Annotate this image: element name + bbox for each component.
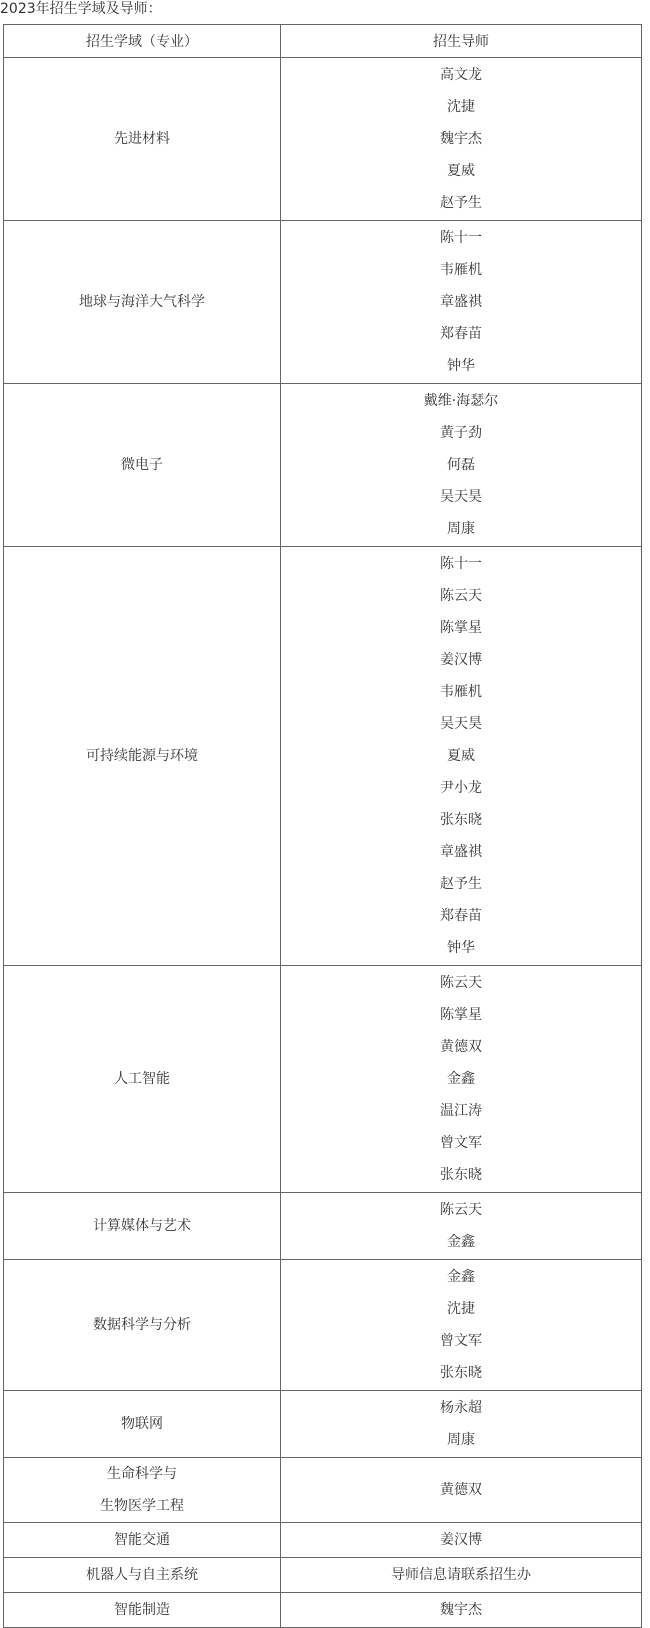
advisor-cell — [281, 1458, 642, 1523]
table-row — [4, 1193, 642, 1260]
advisor-name: 导师信息请联系招生办 — [391, 1567, 531, 1583]
header-advisors: 招生导师 — [281, 25, 642, 58]
table-row — [4, 1391, 642, 1458]
advisor-cell — [281, 1593, 642, 1628]
table-row — [4, 547, 642, 966]
advisor-cell — [281, 221, 642, 384]
field-cell — [4, 1391, 281, 1458]
field-name: 智能制造 — [114, 1602, 170, 1618]
table-row — [4, 966, 642, 1193]
advisor-name: 黄德双 — [440, 1039, 482, 1055]
table-header-row — [4, 25, 642, 58]
field-name: 先进材料 — [114, 131, 170, 147]
field-cell — [4, 1193, 281, 1260]
field-name: 智能交通 — [114, 1532, 170, 1548]
advisor-name: 陈十一 — [440, 556, 482, 572]
advisor-name: 张东晓 — [440, 812, 482, 828]
advisor-list — [281, 1593, 641, 1627]
advisor-cell — [281, 384, 642, 547]
advisor-name: 姜汉博 — [440, 652, 482, 668]
advisor-name: 章盛祺 — [440, 844, 482, 860]
field-cell — [4, 547, 281, 966]
advisor-name: 郑春苗 — [440, 908, 482, 924]
field-cell — [4, 1260, 281, 1391]
field-name: 生命科学与 — [107, 1466, 177, 1482]
advisor-name: 陈云天 — [440, 588, 482, 604]
field-cell — [4, 1558, 281, 1593]
advisor-name: 曾文军 — [440, 1135, 482, 1151]
table-row — [4, 221, 642, 384]
advisor-list — [281, 1260, 641, 1390]
advisor-name: 钟华 — [447, 940, 475, 956]
advisor-name: 夏威 — [447, 163, 475, 179]
advisor-name: 陈云天 — [440, 975, 482, 991]
advisor-name: 黄子劲 — [440, 425, 482, 441]
advisor-name: 金鑫 — [447, 1234, 475, 1250]
table-body — [4, 58, 642, 1628]
advisor-list — [281, 547, 641, 965]
advisor-list — [281, 384, 641, 546]
advisor-list — [281, 58, 641, 220]
field-cell — [4, 966, 281, 1193]
advisor-list — [281, 1558, 641, 1592]
field-name: 人工智能 — [114, 1071, 170, 1087]
advisor-cell — [281, 547, 642, 966]
advisor-name: 高文龙 — [440, 67, 482, 83]
advisor-cell — [281, 966, 642, 1193]
advisor-list — [281, 221, 641, 383]
advisor-name: 曾文军 — [440, 1333, 482, 1349]
page-title: 2023年招生学域及导师： — [0, 1, 162, 17]
advisor-name: 姜汉博 — [440, 1532, 482, 1548]
field-name: 可持续能源与环境 — [86, 748, 198, 764]
advisor-name: 黄德双 — [440, 1482, 482, 1498]
field-cell — [4, 221, 281, 384]
advisor-name: 吴天昊 — [440, 489, 482, 505]
advisor-name: 赵予生 — [440, 195, 482, 211]
advisor-list — [281, 1523, 641, 1557]
table-row — [4, 384, 642, 547]
header-field: 招生学域（专业） — [4, 25, 281, 58]
advisor-name: 陈掌星 — [440, 620, 482, 636]
field-cell — [4, 1523, 281, 1558]
field-cell — [4, 58, 281, 221]
advisor-name: 沈捷 — [447, 1301, 475, 1317]
advisor-name: 温江涛 — [440, 1103, 482, 1119]
advisor-name: 何磊 — [447, 457, 475, 473]
advisor-cell — [281, 1558, 642, 1593]
advisor-name: 沈捷 — [447, 99, 475, 115]
advisor-cell — [281, 1523, 642, 1558]
advisor-cell — [281, 58, 642, 221]
advisor-name: 魏宇杰 — [440, 1602, 482, 1618]
advisor-name: 张东晓 — [440, 1365, 482, 1381]
advisor-name: 赵予生 — [440, 876, 482, 892]
advisor-name: 金鑫 — [447, 1269, 475, 1285]
advisor-name: 张东晓 — [440, 1167, 482, 1183]
advisor-name: 周康 — [447, 1432, 475, 1448]
advisor-list — [281, 1193, 641, 1259]
advisor-cell — [281, 1260, 642, 1391]
table-row — [4, 58, 642, 221]
field-name: 数据科学与分析 — [93, 1317, 191, 1333]
table-row — [4, 1558, 642, 1593]
advisor-name: 魏宇杰 — [440, 131, 482, 147]
advisor-name: 钟华 — [447, 358, 475, 374]
advisor-name: 杨永超 — [440, 1400, 482, 1416]
advisor-name: 夏威 — [447, 748, 475, 764]
table-row — [4, 1523, 642, 1558]
advisor-cell — [281, 1391, 642, 1458]
advisor-name: 陈十一 — [440, 230, 482, 246]
table-row — [4, 1458, 642, 1523]
advisor-list — [281, 1473, 641, 1507]
field-name: 生物医学工程 — [100, 1498, 184, 1514]
advisor-cell — [281, 1193, 642, 1260]
advisor-name: 吴天昊 — [440, 716, 482, 732]
advisor-name: 韦雁机 — [440, 262, 482, 278]
advisor-name: 章盛祺 — [440, 294, 482, 310]
admissions-advisor-table — [3, 24, 642, 1628]
table-row — [4, 1593, 642, 1628]
field-cell — [4, 1593, 281, 1628]
field-name: 机器人与自主系统 — [86, 1567, 198, 1583]
field-name: 微电子 — [121, 457, 163, 473]
advisor-name: 尹小龙 — [440, 780, 482, 796]
field-cell — [4, 1458, 281, 1523]
advisor-name: 韦雁机 — [440, 684, 482, 700]
field-name: 物联网 — [121, 1416, 163, 1432]
field-name: 计算媒体与艺术 — [93, 1218, 191, 1234]
field-cell — [4, 384, 281, 547]
advisor-list — [281, 1391, 641, 1457]
advisor-name: 周康 — [447, 521, 475, 537]
table-row — [4, 1260, 642, 1391]
field-name: 地球与海洋大气科学 — [79, 294, 205, 310]
advisor-name: 郑春苗 — [440, 326, 482, 342]
advisor-name: 陈云天 — [440, 1202, 482, 1218]
advisor-name: 戴维·海瑟尔 — [423, 393, 499, 409]
advisor-list — [281, 966, 641, 1192]
advisor-name: 金鑫 — [447, 1071, 475, 1087]
advisor-name: 陈掌星 — [440, 1007, 482, 1023]
